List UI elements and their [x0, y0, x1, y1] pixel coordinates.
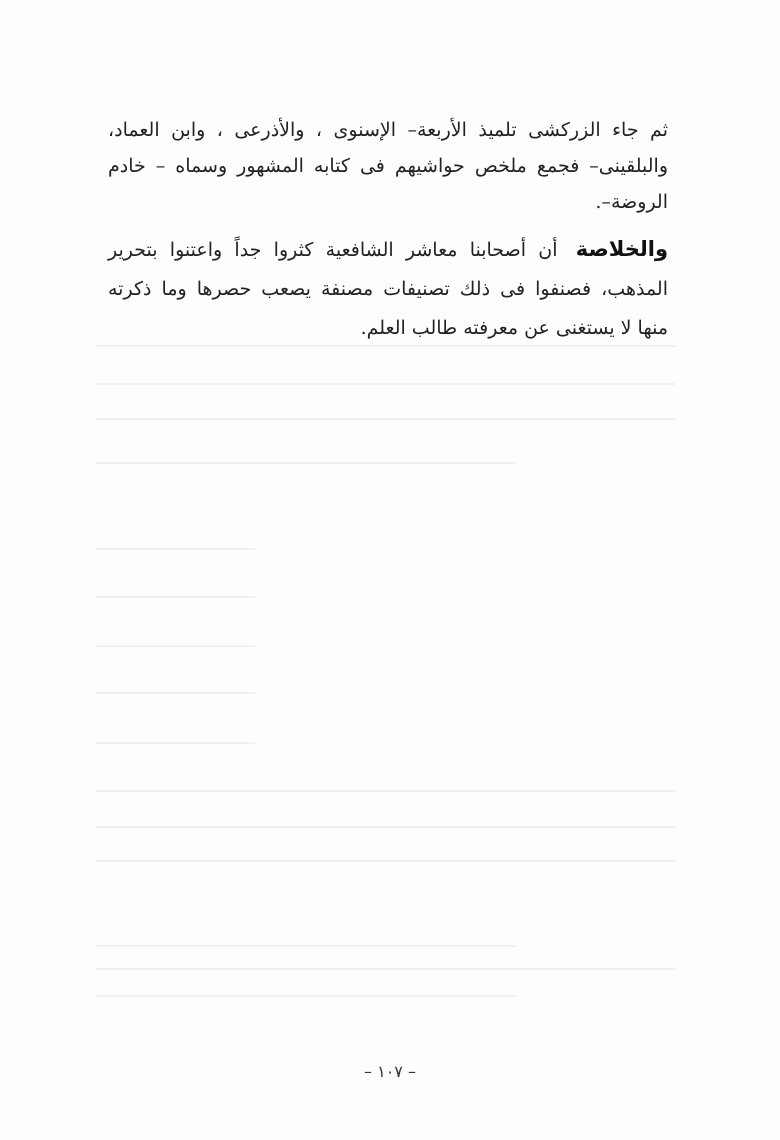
page-number: – ١٠٧ – [364, 1062, 416, 1081]
paragraph-zarkashi [108, 112, 668, 220]
paragraph-conclusion [108, 230, 668, 348]
bleed-through-line [95, 645, 255, 647]
bleed-through-line [95, 345, 675, 347]
paragraph-zarkashi-text: ثم جاء الزركشى تلميذ الأربعة– الإسنوى ، والأذرعى ، وابن العماد، والبلقينى– فجمع ملخص حواشيهم فى كتابه المشهور وسماه – خادم الروضة–. [108, 119, 668, 213]
bleed-through-line [95, 742, 255, 744]
bleed-through-line [95, 968, 675, 970]
bleed-through-line [95, 790, 675, 792]
bleed-through-line [95, 418, 675, 420]
bleed-through-line [95, 462, 515, 464]
conclusion-keyword: والخلاصة [575, 237, 668, 261]
paragraph-conclusion-text: أن أصحابنا معاشر الشافعية كثروا جداً واعتنوا بتحرير المذهب، فصنفوا فى ذلك تصنيفات مصنفة يصعب حصرها وما ذكرته منها لا يستغنى عن معرفته طالب العلم. [108, 239, 668, 339]
bleed-through-line [95, 945, 515, 947]
bleed-through-line [95, 826, 675, 828]
bleed-through-line [95, 692, 255, 694]
bleed-through-line [95, 995, 515, 997]
bleed-through-line [95, 596, 255, 598]
bleed-through-line [95, 383, 675, 385]
bleed-through-line [95, 548, 255, 550]
bleed-through-line [95, 860, 675, 862]
